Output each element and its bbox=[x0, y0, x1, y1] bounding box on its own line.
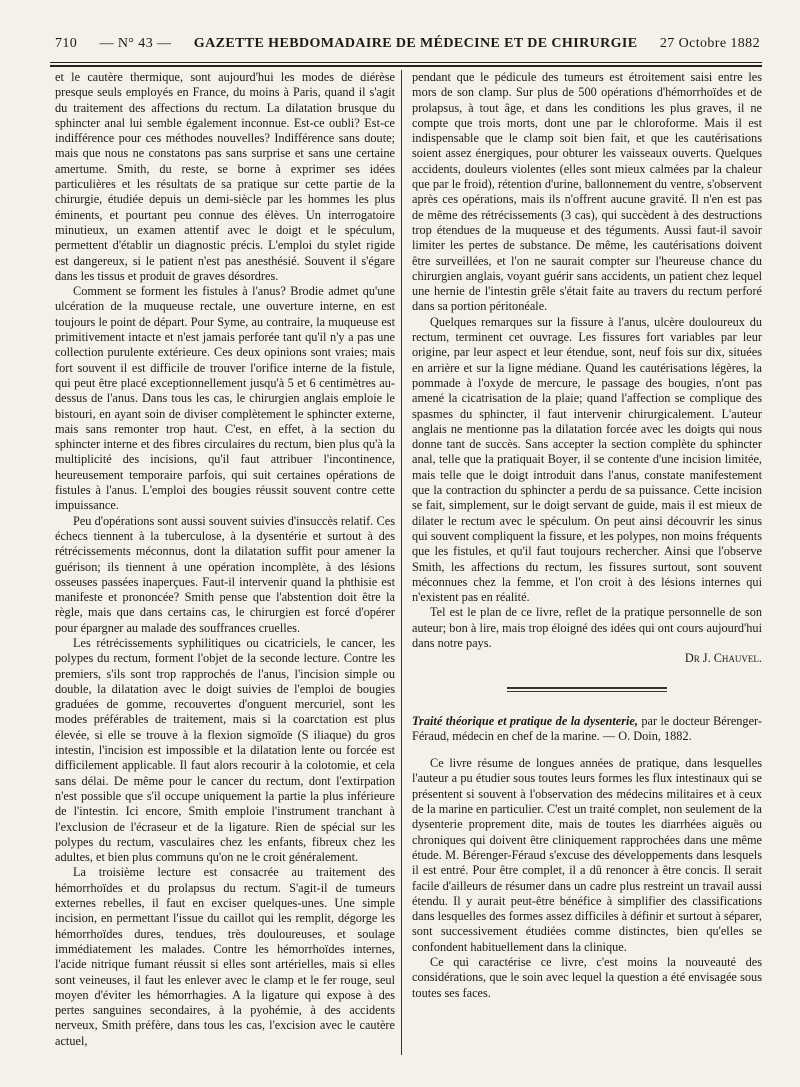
paragraph: Comment se forment les fistules à l'anus? Brodie admet qu'une ulcération de la muqueuse rectale, une ouverture interne, en est toujours le point de départ. Pour Syme, au contraire, la muqueuse est primitivement intacte et n'est jamais perforée tant qu'il n'y a pas une collection purulente extérieure. Ces deux opinions sont vraies; mais fort souvent il est difficile de trouver l'orifice interne de la fistule, qui peut être placé exceptionnellement jusqu'à 5 et 6 centimètres au-dessus de l'anus. Dans tous les cas, le chirurgien anglais emploie le bistouri, en ayant soin de diviser complètement le sphincter externe, mais sans remonter trop haut. C'est, en effet, à la section du sphincter interne et des fibres circulaires du rectum, bien plus qu'à la multiplicité des incisions, qu'il faut attribuer l'incontinence, heureusement temporaire parfois, qui suit certaines opérations de fistules à l'anus. L'emploi des bougies réussit souvent contre cette impuissance. bbox=[55, 284, 395, 513]
issue-date: 27 Octobre 1882 bbox=[659, 36, 760, 51]
page-header bbox=[55, 36, 760, 60]
right-column bbox=[412, 70, 762, 1060]
paragraph: Ce livre résume de longues années de pratique, dans lesquelles l'auteur a pu étudier sous toutes leurs formes les flux intestinaux qui se présentent si souvent à l'observation des médecins militaires et à ceux de la marine en particulier. C'est un traité complet, non seulement de la dysenterie proprement dite, mais de toutes les diarrhées aiguës ou chroniques qui doivent être cliniquement rapprochées dans une même étude. M. Bérenger-Féraud s'excuse des développements dans lesquels il est entré. Pour être complet, il a dû renoncer à être concis. Il serait facile d'ailleurs de résumer dans un cadre plus restreint un travail aussi étendu. Il y aurait peut-être bénéfice à simplifier des classifications dans lesquelles des formes assez difficiles à définir et surtout à séparer, sont successivement étudiées comme distinctes, bien qu'elles se confondent habituellement dans la clinique. bbox=[412, 756, 762, 954]
column-divider bbox=[401, 70, 402, 1055]
header-rule bbox=[50, 62, 762, 63]
paragraph: Les rétrécissements syphilitiques ou cicatriciels, le cancer, les polypes du rectum, forment l'objet de la seconde lecture. Contre les premiers, s'ils sont trop rapprochés de l'anus, l'incision simple ou double, la dilatation avec le doigt suivies de l'emploi de bougies graduées de gomme, recouvertes d'onguent mercuriel, sont les modes préférables de traitement, mais si la coarctation est plus élevée, si elle se trouve à la flexion sigmoïde (S iliaque) du gros intestin, l'incision est impossible et la dilatation lente ou forcée est difficilement applicable. Il faut alors recourir à la colotomie, et cela sans délai. De même pour le cancer du rectum, dont l'extirpation n'est possible que s'il occupe uniquement la partie la plus inférieure de l'intestin. Ici encore, Smith emploie l'instrument tranchant à l'exclusion de l'écraseur et de la ligature. Rien de spécial sur les polypes du rectum, vasculaires chez les enfants, fibreux chez les adultes, et bien plus communs qu'on ne le croit généralement. bbox=[55, 635, 395, 865]
page-number: 710 bbox=[55, 36, 78, 51]
paragraph: Ce qui caractérise ce livre, c'est moins la nouveauté des considérations, que le soin avec lequel la question a été envisagée sous toutes ses faces. bbox=[412, 955, 762, 1000]
paragraph: Peu d'opérations sont aussi souvent suivies d'insuccès relatif. Ces échecs tiennent à la tuberculose, à la dysentérie et surtout à des rétrécissements méconnus, dont la dilatation suffit pour amener la guérison; ils tiennent à une opération incomplète, à des lésions osseuses passées inaperçues. Faut-il intervenir quand la phthisie est manifeste et prononcée? Smith pense que l'abstention doit être la règle, mais que dans certains cas, le chirurgien est forcé d'opérer pour épargner au malade des souffrances cruelles. bbox=[55, 513, 395, 635]
left-column bbox=[55, 70, 395, 1060]
book-author: par le docteur Bérenger-Féraud, médecin en chef de la marine. — O. Doin, 1882. bbox=[412, 713, 762, 743]
book-title: Traité théorique et pratique de la dysenterie, bbox=[412, 713, 638, 728]
paragraph: Quelques remarques sur la fissure à l'anus, ulcère douloureux du rectum, terminent cet ouvrage. Les fissures fort variables par leur origine, par leur aspect et leur étendue, sont, neuf fois sur dix, situées en arrière et sur la ligne médiane. Quand les cautérisations légères, la pommade à l'oxyde de mercure, le passage des bougies, n'ont pas amené la cicatrisation de la plaie; quand l'affection se complique des spasmes du sphincter, il faut intervenir chirurgicalement. L'auteur anglais ne mentionne pas la dilatation forcée avec les doigts qui nous donne tant de succès. Sans accepter la section complète du sphincter anal, telle que la pratiquait Boyer, il se contente d'une incision limitée, mais telle que le doigt introduit dans l'anus, constate manifestement que la contraction du sphincter a perdu de sa puissance. Cette incision se fait, simplement, sur le doigt servant de guide, mais il est mieux de dilater le rectum avec le spéculum. On peut ainsi découvrir les sinus qui souvent compliquent la fissure, et les polypes, non moins fréquents que les fistules, et qu'il faut toujours rechercher. Ainsi que l'observe Smith, les affections du rectum, les fissures surtout, sont souvent méconnues chez la femme, et l'on croit à des lésions internes qui n'existent pas en réalité. bbox=[412, 314, 762, 605]
paragraph: Tel est le plan de ce livre, reflet de la pratique personnelle de son auteur; bon à lire, mais trop éloigné des idées qui ont cours aujourd'hui dans notre pays. bbox=[412, 605, 762, 650]
journal-title: GAZETTE HEBDOMADAIRE DE MÉDECINE ET DE CHIRURGIE bbox=[193, 36, 638, 51]
section-separator bbox=[507, 687, 667, 692]
paragraph: et le cautère thermique, sont aujourd'hui les modes de diérèse presque seuls employés en France, du moins à Paris, quand il s'agit du traitement des affections du rectum. La dilatation brusque du sphincter anal lui semble également inconnue. Est-ce oubli? Est-ce indifférence pour ces méthodes nouvelles? Indifférence sans doute; mais que nous ne constatons pas sans surprise et sans une certaine amertume. Smith, du reste, se borne à exprimer ses idées particulières et les résultats de sa pratique sur cette partie de la chirurgie, étudiée depuis un demi-siècle par les hommes les plus éminents, et pourtant peu connue des élèves. Un interrogatoire minutieux, un examen attentif avec le doigt et le spéculum, permettent d'établir un diagnostic précis. L'emploi du stylet rigide est dangereux, si le patient n'est pas anesthésié. Souvent il s'égare dans les tissus et produit de graves désordres. bbox=[55, 70, 395, 283]
paragraph: La troisième lecture est consacrée au traitement des hémorrhoïdes et du prolapsus du rectum. S'agit-il de tumeurs externes rebelles, il faut en exciser quelques-unes. Une simple incision, en permettant l'issue du caillot qui les remplit, dégorge les hémorrhoïdes dures, tendues, très douloureuses, et soulage immédiatement les malades. Contre les hémorrhoïdes internes, l'acide nitrique fumant réussit si elles sont artérielles, mais si elles sont veineuses, il faut les enlever avec le clamp et le fer rouge, seul moyen d'éviter les hémorrhagies. A la ligature qui expose à des pertes sanguines secondaires, à la pyohémie, à des accidents nerveux, Smith préfère, dans tous les cas, l'excision avec le cautère actuel, bbox=[55, 865, 395, 1048]
book-review-heading bbox=[412, 714, 762, 745]
author-signature: Dr J. Chauvel. bbox=[684, 651, 762, 666]
issue-number: — N° 43 — bbox=[99, 36, 172, 51]
paragraph: pendant que le pédicule des tumeurs est étroitement saisi entre les mors de son clamp. Sur plus de 500 opérations d'hémorrhoïdes et de prolapsus, à tout âge, et dans les conditions les plus graves, il ne compte que trois morts, dont une par le chloroforme. Mais il est indispensable que le clamp soit bien fait, et que les cautérisations soient assez énergiques, pour obturer les vaisseaux ouverts. Quelques accidents, douleurs violentes (elles sont mieux calmées par la chaleur que par le froid), rétention d'urine, ballonnement du ventre, s'observent après ces opérations, mais ils n'offrent aucune gravité. Il n'en est pas de même des rétrécissements (3 cas), qui succèdent à des destructions trop étendues de la muqueuse et des téguments. Aussi faut-il savoir limiter les pertes de substance. De même, les cautérisations doivent être surveillées, et l'on ne saurait compter sur l'heureuse chance du chirurgien anglais, voyant guérir sans accidents, un patient chez lequel une hernie de l'intestin grêle s'était faite au travers du rectum perforé dans sa portion péritonéale. bbox=[412, 70, 762, 314]
header-rule-thick bbox=[50, 65, 762, 67]
